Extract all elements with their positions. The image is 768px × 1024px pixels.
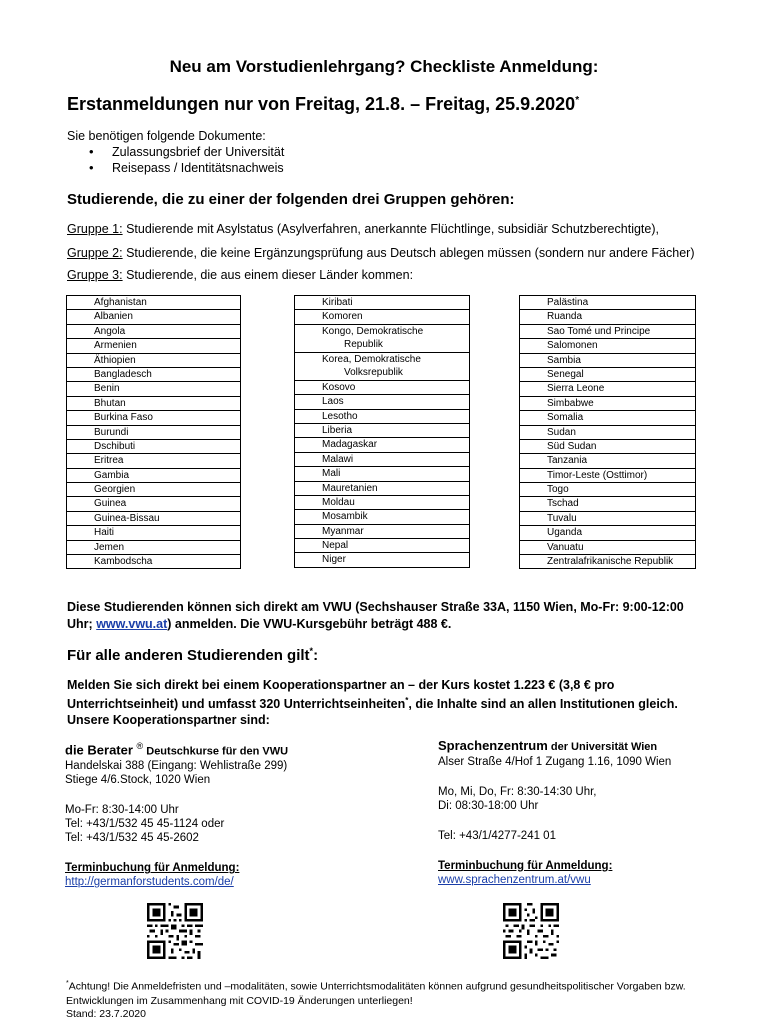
country-cell: Myanmar xyxy=(295,524,470,538)
country-cell: Madagaskar xyxy=(295,438,470,452)
partners-intro-text-1: Melden Sie sich direkt bei einem Kooperationspartner an – der Kurs kostet 1.223 € (3,8 € pro Unterrichtseinheit) und umfasst 320 Unterrichtseinheiten xyxy=(67,678,615,712)
country-line-continued: Republik xyxy=(344,338,383,350)
country-cell: Sao Tomé und Principe xyxy=(520,324,696,338)
partner-left-tel-2: Tel: +43/1/532 45 45-2602 xyxy=(65,832,199,845)
group-2-label: Gruppe 2: xyxy=(67,246,123,260)
country-cell: Senegal xyxy=(520,367,696,381)
country-cell: Benin xyxy=(67,382,241,396)
country-cell: Albanien xyxy=(67,310,241,324)
footnote xyxy=(66,977,716,1008)
country-cell: Armenien xyxy=(67,339,241,353)
country-cell: Kosovo xyxy=(295,380,470,394)
qr-code-icon[interactable] xyxy=(147,903,203,959)
subtitle-text: Erstanmeldungen nur von Freitag, 21.8. – Freitag, 25.9.2020 xyxy=(67,94,576,114)
country-cell: Zentralafrikanische Republik xyxy=(520,555,696,569)
partner-right-hours-2: Di: 08:30-18:00 Uhr xyxy=(438,800,539,812)
group-2 xyxy=(67,246,694,260)
partner-left-address-1: Handelskai 388 (Eingang: Wehlistraße 299) xyxy=(65,760,288,773)
countries-table-right xyxy=(519,295,696,569)
others-heading-text: Für alle anderen Studierenden gilt xyxy=(67,647,310,664)
registered-mark: ® xyxy=(136,741,144,751)
country-cell: Äthiopien xyxy=(67,353,241,367)
country-cell: Jemen xyxy=(67,540,241,554)
partner-right-address-1: Alser Straße 4/Hof 1 Zugang 1.16, 1090 Wien xyxy=(438,756,672,768)
country-cell: Vanuatu xyxy=(520,540,696,554)
country-cell: Süd Sudan xyxy=(520,439,696,453)
country-cell: Liberia xyxy=(295,423,470,437)
country-cell: Lesotho xyxy=(295,409,470,423)
document-item: • Reisepass / Identitätsnachweis xyxy=(89,160,284,176)
partners-intro-mark: * xyxy=(405,696,409,705)
partner-right-suffix: der Universität Wien xyxy=(547,741,658,753)
partners-intro-text-2: , die Inhalte sind an allen Institutionen gleich. Unsere Kooperationspartner sind: xyxy=(67,697,678,728)
vwu-link[interactable]: www.vwu.at xyxy=(96,617,168,631)
country-cell: Tuvalu xyxy=(520,511,696,525)
partner-right-booking-label: Terminbuchung für Anmeldung: xyxy=(438,860,613,872)
qr-code-icon[interactable] xyxy=(503,903,559,959)
page-title: Neu am Vorstudienlehrgang? Checkliste Anmeldung: xyxy=(169,57,599,76)
country-cell: Haiti xyxy=(67,526,241,540)
country-cell: Tanzania xyxy=(520,454,696,468)
country-cell: Moldau xyxy=(295,495,470,509)
vwu-text-2: (Sechshauser Straße 33A, 1150 Wien, Mo-Fr: 9:00-12:00 Uhr; xyxy=(67,600,684,631)
country-cell: Nepal xyxy=(295,539,470,553)
country-cell: Niger xyxy=(295,553,470,567)
partner-left-hours: Mo-Fr: 8:30-14:00 Uhr xyxy=(65,804,179,817)
vwu-text-1: Diese Studierenden können sich xyxy=(67,600,264,614)
country-cell: Komoren xyxy=(295,310,470,324)
country-line-continued: Volksrepublik xyxy=(344,366,403,378)
country-cell: Laos xyxy=(295,395,470,409)
countries-table-middle xyxy=(294,295,470,568)
documents-intro: Sie benötigen folgende Dokumente: xyxy=(67,129,266,143)
country-cell xyxy=(295,352,470,380)
country-cell: Dschibuti xyxy=(67,439,241,453)
subtitle-footnote-mark: * xyxy=(575,95,580,106)
country-cell: Sambia xyxy=(520,353,696,367)
country-cell: Uganda xyxy=(520,526,696,540)
country-cell: Salomonen xyxy=(520,339,696,353)
country-cell: Timor-Leste (Osttimor) xyxy=(520,468,696,482)
partner-left-booking-link[interactable]: http://germanforstudents.com/de/ xyxy=(65,876,234,889)
country-cell: Burundi xyxy=(67,425,241,439)
country-cell xyxy=(295,324,470,352)
country-cell: Kambodscha xyxy=(67,555,241,569)
page-subtitle xyxy=(67,94,579,115)
country-cell: Georgien xyxy=(67,483,241,497)
country-cell: Malawi xyxy=(295,452,470,466)
group-1-text: Studierende mit Asylstatus (Asylverfahren, anerkannte Flüchtlinge, subsidiär Schutzberechtigte), xyxy=(122,222,659,236)
partner-left-title xyxy=(65,738,385,759)
vwu-direct: direkt am VWU xyxy=(263,600,352,614)
country-cell: Bhutan xyxy=(67,396,241,410)
footnote-mark: * xyxy=(66,980,69,987)
partner-left-suffix: Deutschkurse für den VWU xyxy=(143,745,289,758)
country-cell: Eritrea xyxy=(67,454,241,468)
group-3-text: Studierende, die aus einem dieser Länder kommen: xyxy=(122,268,414,282)
country-cell: Togo xyxy=(520,483,696,497)
vwu-text-3: ) anmelden. Die VWU-Kursgebühr beträgt 488 €. xyxy=(167,617,452,631)
partner-right-booking-link[interactable]: www.sprachenzentrum.at/vwu xyxy=(438,874,591,886)
partner-left-booking-label: Terminbuchung für Anmeldung: xyxy=(65,862,240,875)
group-1-label: Gruppe 1: xyxy=(67,222,123,236)
others-heading-colon: : xyxy=(313,647,319,664)
country-cell: Bangladesch xyxy=(67,367,241,381)
others-heading xyxy=(67,646,318,664)
footnote-text: Achtung! Die Anmeldefristen und –modalitäten, sowie Unterrichtsmodalitäten können aufgrund gesundheitspolitischer Vorgaben bzw. Entwicklungen im Zusammenhang mit COVID-19 Änderungen unterliegen! xyxy=(66,980,686,1007)
partner-left xyxy=(65,738,385,889)
vwu-paragraph xyxy=(67,599,707,633)
partner-right-name: Sprachenzentrum xyxy=(438,738,548,753)
document-item: • Zulassungsbrief der Universität xyxy=(89,144,284,160)
country-cell: Gambia xyxy=(67,468,241,482)
partner-right-hours-1: Mo, Mi, Do, Fr: 8:30-14:30 Uhr, xyxy=(438,786,597,798)
partner-right xyxy=(438,738,738,887)
country-line: Korea, Demokratische xyxy=(322,353,421,365)
country-cell: Guinea xyxy=(67,497,241,511)
country-cell: Burkina Faso xyxy=(67,411,241,425)
documents-list xyxy=(89,144,284,176)
country-cell: Kiribati xyxy=(295,296,470,310)
group-1 xyxy=(67,222,659,236)
countries-table-left xyxy=(66,295,241,569)
country-cell: Angola xyxy=(67,324,241,338)
partner-left-tel-1: Tel: +43/1/532 45 45-1124 oder xyxy=(65,818,225,831)
partners-intro xyxy=(67,677,707,728)
partner-right-tel: Tel: +43/1/4277-241 01 xyxy=(438,830,556,842)
country-cell: Sierra Leone xyxy=(520,382,696,396)
country-cell: Mali xyxy=(295,467,470,481)
country-line: Kongo, Demokratische xyxy=(322,325,424,337)
partner-left-name: die Berater xyxy=(65,742,133,758)
groups-heading: Studierende, die zu einer der folgenden drei Gruppen gehören: xyxy=(67,191,515,208)
country-cell: Mosambik xyxy=(295,510,470,524)
group-3 xyxy=(67,268,413,282)
country-cell: Tschad xyxy=(520,497,696,511)
partner-right-title xyxy=(438,738,738,755)
country-cell: Guinea-Bissau xyxy=(67,511,241,525)
others-heading-mark: * xyxy=(309,646,314,656)
country-cell: Afghanistan xyxy=(67,296,241,310)
country-cell: Sudan xyxy=(520,425,696,439)
group-3-label: Gruppe 3: xyxy=(67,268,123,282)
country-cell: Ruanda xyxy=(520,310,696,324)
partner-left-address-2: Stiege 4/6.Stock, 1020 Wien xyxy=(65,774,211,787)
country-cell: Palästina xyxy=(520,296,696,310)
country-cell: Somalia xyxy=(520,411,696,425)
group-2-text: Studierende, die keine Ergänzungsprüfung aus Deutsch ablegen müssen (sondern nur andere Fächer) xyxy=(122,246,695,260)
country-cell: Mauretanien xyxy=(295,481,470,495)
country-cell: Simbabwe xyxy=(520,396,696,410)
footnote-date: Stand: 23.7.2020 xyxy=(66,1008,146,1020)
